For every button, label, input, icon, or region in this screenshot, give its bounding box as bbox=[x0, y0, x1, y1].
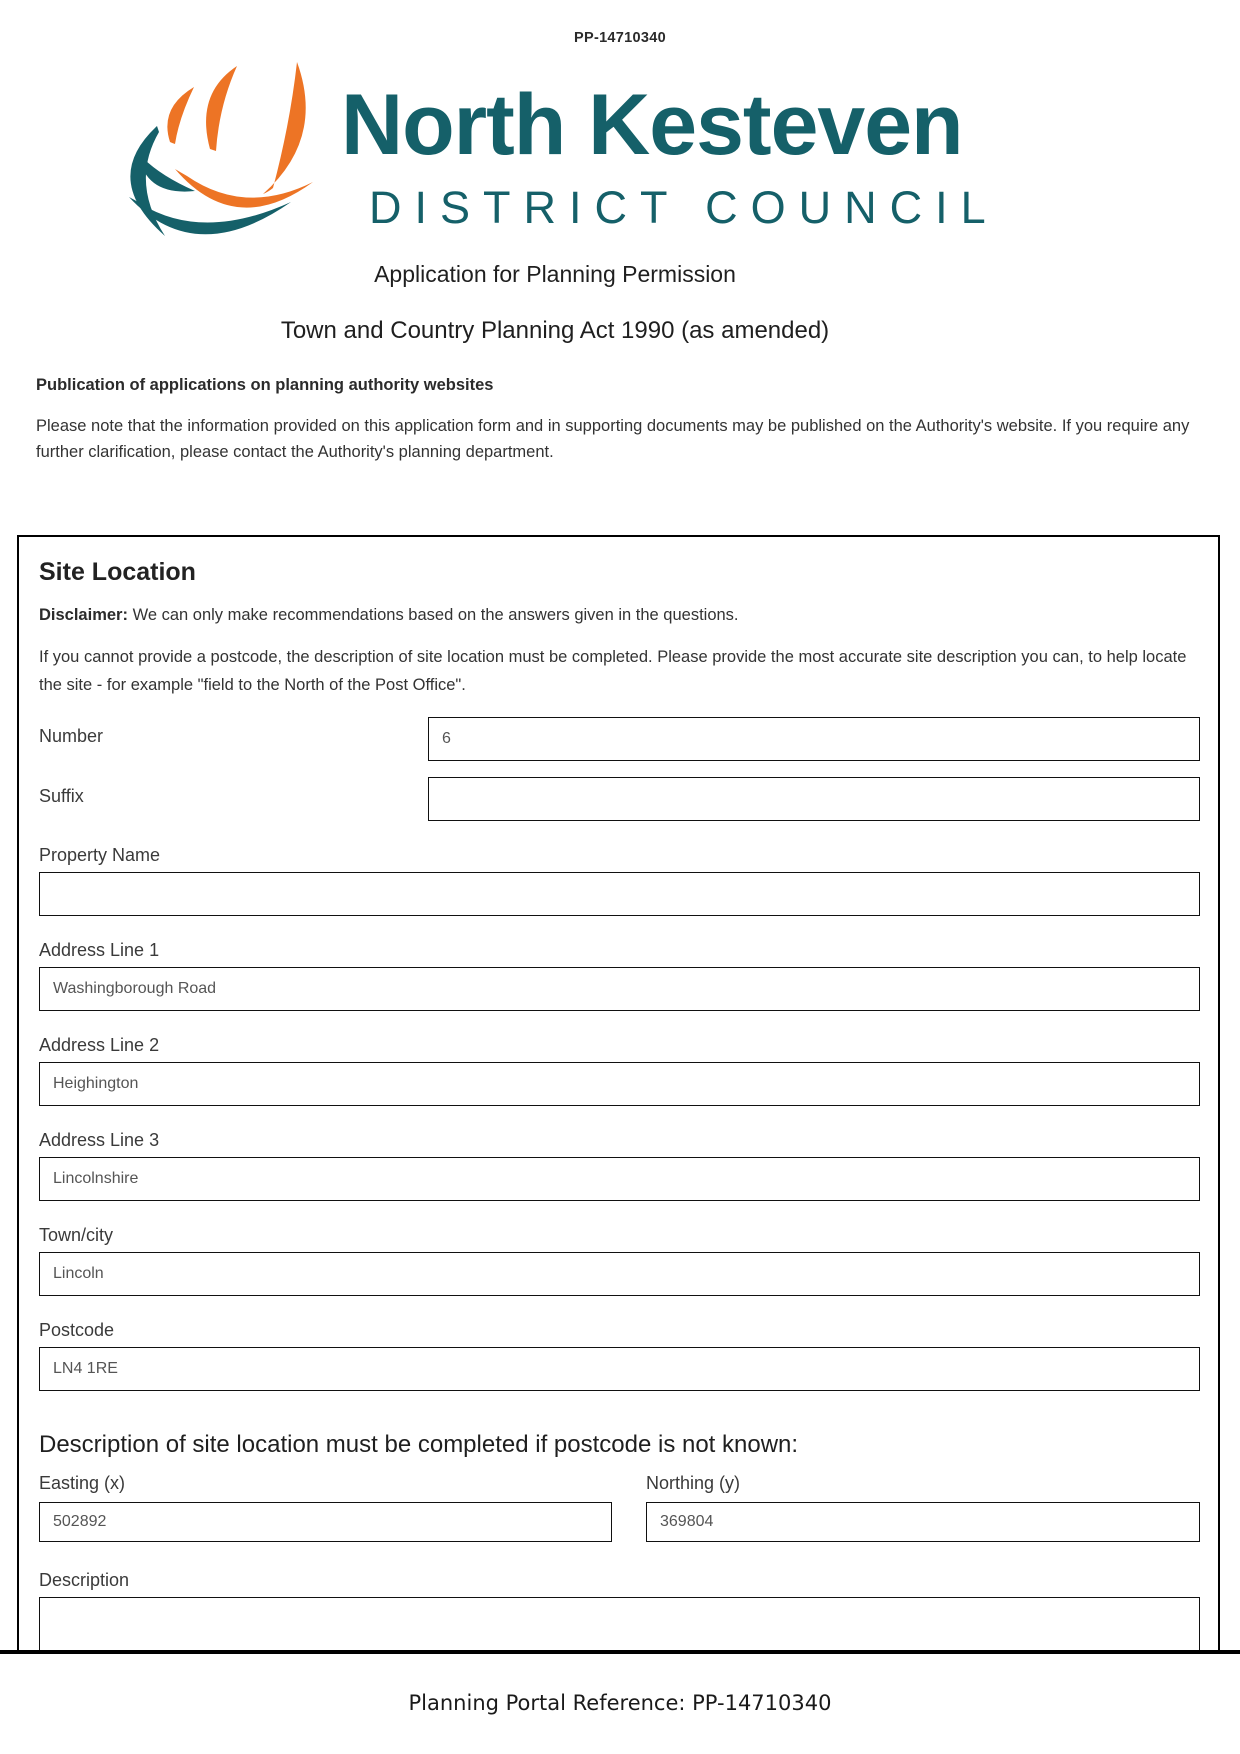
easting-input[interactable] bbox=[39, 1502, 612, 1542]
address-line-1-field bbox=[39, 940, 1200, 1011]
town-city-label: Town/city bbox=[39, 1225, 114, 1245]
description-textarea[interactable] bbox=[39, 1597, 1200, 1650]
property-name-field bbox=[39, 845, 1200, 916]
page-break-line bbox=[0, 1650, 1240, 1654]
northing-input[interactable] bbox=[646, 1502, 1200, 1542]
number-input[interactable] bbox=[428, 717, 1200, 761]
description-requirement-heading: Description of site location must be completed if postcode is not known: bbox=[39, 1431, 799, 1458]
property-name-input[interactable] bbox=[39, 872, 1200, 916]
address-line-3-input[interactable] bbox=[39, 1157, 1200, 1201]
description-label: Description bbox=[39, 1570, 130, 1590]
town-city-input[interactable] bbox=[39, 1252, 1200, 1296]
address-line-2-field bbox=[39, 1035, 1200, 1106]
postcode-label: Postcode bbox=[39, 1320, 115, 1340]
town-city-field bbox=[39, 1225, 1200, 1296]
publication-heading: Publication of applications on planning authority websites bbox=[36, 376, 494, 394]
number-row bbox=[39, 717, 1200, 761]
publication-note: Please note that the information provided on this application form and in supporting documents may be published on the Authority's website. If you require any further clarification, please contact the Authority's planning department. bbox=[36, 417, 1190, 461]
address-line-1-input[interactable] bbox=[39, 967, 1200, 1011]
northing-label: Northing (y) bbox=[646, 1473, 741, 1493]
disclaimer-label: Disclaimer: bbox=[39, 606, 128, 624]
site-location-title: Site Location bbox=[39, 558, 196, 586]
number-label: Number bbox=[39, 726, 104, 746]
postcode-field bbox=[39, 1320, 1200, 1391]
northing-field bbox=[646, 1473, 1200, 1542]
site-location-section bbox=[17, 535, 1220, 1650]
easting-field bbox=[39, 1473, 612, 1542]
site-location-intro: If you cannot provide a postcode, the description of site location must be completed. Please provide the most accurate site description you can, to help locate the site - for example "field to the North of the Post Office". bbox=[39, 648, 1187, 694]
suffix-row bbox=[39, 777, 1200, 821]
address-line-3-field bbox=[39, 1130, 1200, 1201]
council-subtitle: DISTRICT COUNCIL bbox=[369, 182, 999, 233]
suffix-label: Suffix bbox=[39, 786, 84, 806]
disclaimer-text: We can only make recommendations based on the answers given in the questions. bbox=[132, 606, 739, 624]
easting-label: Easting (x) bbox=[39, 1473, 126, 1493]
address-line-1-label: Address Line 1 bbox=[39, 940, 160, 960]
disclaimer bbox=[39, 606, 1200, 625]
act-title: Town and Country Planning Act 1990 (as amended) bbox=[280, 317, 830, 344]
description-field bbox=[39, 1570, 1200, 1650]
address-line-3-label: Address Line 3 bbox=[39, 1130, 160, 1150]
address-line-2-input[interactable] bbox=[39, 1062, 1200, 1106]
planning-portal-reference: Planning Portal Reference: PP-14710340 bbox=[408, 1691, 832, 1715]
coordinates-row bbox=[39, 1473, 1200, 1542]
council-logo bbox=[95, 54, 999, 262]
address-line-2-label: Address Line 2 bbox=[39, 1035, 160, 1055]
council-wordmark bbox=[341, 54, 999, 234]
property-name-label: Property Name bbox=[39, 845, 161, 865]
application-reference: PP-14710340 bbox=[574, 30, 666, 46]
council-name: North Kesteven bbox=[341, 77, 963, 173]
suffix-input[interactable] bbox=[428, 777, 1200, 821]
postcode-input[interactable] bbox=[39, 1347, 1200, 1391]
council-swirl-icon bbox=[95, 54, 333, 262]
application-title: Application for Planning Permission bbox=[374, 261, 736, 287]
